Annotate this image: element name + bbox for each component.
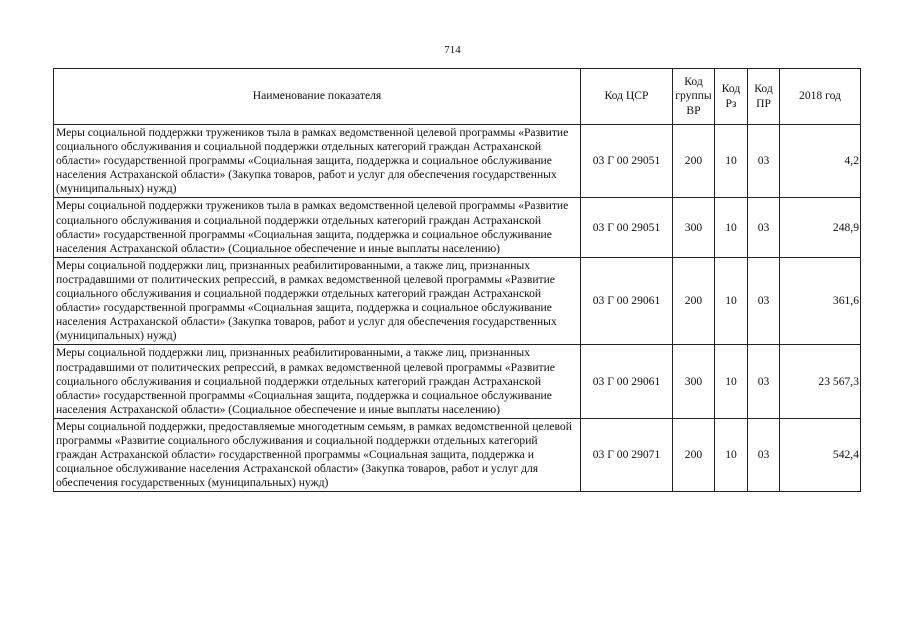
row-vr-code: 300 bbox=[673, 345, 715, 418]
row-name: Меры социальной поддержки лиц, признанных реабилитированными, а также лиц, признанных пострадавшими от политических репрессий, в рамках ведомственной целевой программы «Развитие социального обслуживания и социальной поддержки отдельных категорий граждан Астраханской области» государственной программы «Социальная защита, поддержка и социальное обслуживание населения Астраханской области» (Закупка товаров, работ и услуг для обеспечения государственных (муниципальных) нужд) bbox=[54, 257, 581, 345]
row-rz-code: 10 bbox=[715, 125, 748, 198]
row-rz-code: 10 bbox=[715, 257, 748, 345]
header-name: Наименование показателя bbox=[54, 69, 581, 125]
row-rz-code: 10 bbox=[715, 345, 748, 418]
row-amount: 361,6 bbox=[780, 257, 861, 345]
row-pr-code: 03 bbox=[748, 257, 780, 345]
table-row bbox=[54, 418, 861, 491]
header-year: 2018 год bbox=[780, 69, 861, 125]
row-vr-code: 200 bbox=[673, 418, 715, 491]
header-csr-code: Код ЦСР bbox=[581, 69, 673, 125]
row-rz-code: 10 bbox=[715, 418, 748, 491]
table-row bbox=[54, 257, 861, 345]
row-name: Меры социальной поддержки тружеников тыла в рамках ведомственной целевой программы «Развитие социального обслуживания и социальной поддержки отдельных категорий граждан Астраханской области» государственной программы «Социальная защита, поддержка и социальное обслуживание населения Астраханской области» (Социальное обеспечение и иные выплаты населению) bbox=[54, 198, 581, 257]
row-pr-code: 03 bbox=[748, 418, 780, 491]
page-number: 714 bbox=[444, 44, 461, 56]
table-row bbox=[54, 198, 861, 257]
header-row bbox=[54, 69, 861, 125]
table-header bbox=[54, 69, 861, 125]
row-amount: 248,9 bbox=[780, 198, 861, 257]
row-amount: 23 567,3 bbox=[780, 345, 861, 418]
row-csr-code: 03 Г 00 29061 bbox=[581, 345, 673, 418]
row-csr-code: 03 Г 00 29061 bbox=[581, 257, 673, 345]
table-row bbox=[54, 125, 861, 198]
row-csr-code: 03 Г 00 29051 bbox=[581, 125, 673, 198]
row-vr-code: 200 bbox=[673, 257, 715, 345]
row-pr-code: 03 bbox=[748, 198, 780, 257]
budget-table bbox=[53, 68, 861, 492]
row-name: Меры социальной поддержки тружеников тыла в рамках ведомственной целевой программы «Развитие социального обслуживания и социальной поддержки отдельных категорий граждан Астраханской области» государственной программы «Социальная защита, поддержка и социальное обслуживание населения Астраханской области» (Закупка товаров, работ и услуг для обеспечения государственных (муниципальных) нужд) bbox=[54, 125, 581, 198]
table-body bbox=[54, 125, 861, 492]
row-csr-code: 03 Г 00 29051 bbox=[581, 198, 673, 257]
row-pr-code: 03 bbox=[748, 345, 780, 418]
row-csr-code: 03 Г 00 29071 bbox=[581, 418, 673, 491]
row-amount: 542,4 bbox=[780, 418, 861, 491]
row-pr-code: 03 bbox=[748, 125, 780, 198]
row-vr-code: 300 bbox=[673, 198, 715, 257]
row-amount: 4,2 bbox=[780, 125, 861, 198]
row-rz-code: 10 bbox=[715, 198, 748, 257]
header-vr-code: Код группы ВР bbox=[673, 69, 715, 125]
row-vr-code: 200 bbox=[673, 125, 715, 198]
row-name: Меры социальной поддержки, предоставляемые многодетным семьям, в рамках ведомственной целевой программы «Развитие социального обслуживания и социальной поддержки отдельных категорий граждан Астраханской области» государственной программы «Социальная защита, поддержка и социальное обслуживание населения Астраханской области» (Закупка товаров, работ и услуг для обеспечения государственных (муниципальных) нужд) bbox=[54, 418, 581, 491]
header-rz-code: Код Рз bbox=[715, 69, 748, 125]
table-row bbox=[54, 345, 861, 418]
row-name: Меры социальной поддержки лиц, признанных реабилитированными, а также лиц, признанных пострадавшими от политических репрессий, в рамках ведомственной целевой программы «Развитие социального обслуживания и социальной поддержки отдельных категорий граждан Астраханской области» государственной программы «Социальная защита, поддержка и социальное обслуживание населения Астраханской области» (Социальное обеспечение и иные выплаты населению) bbox=[54, 345, 581, 418]
header-pr-code: Код ПР bbox=[748, 69, 780, 125]
